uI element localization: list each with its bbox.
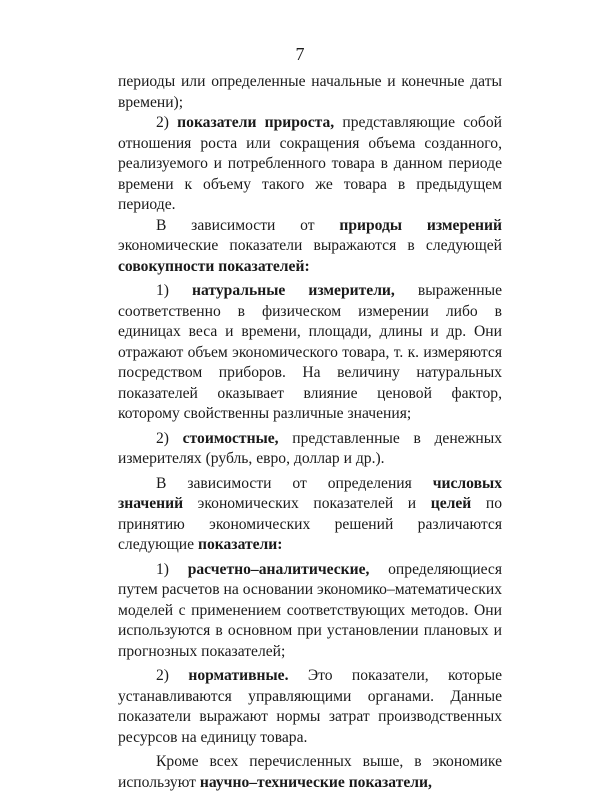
list-item-cost-indicators: 2) стоимостные, представленные в денежных измерителях (рубль, евро, доллар и др.). bbox=[118, 429, 502, 467]
paragraph-continuation: периоды или определенные начальные и конечные даты времени); bbox=[118, 73, 502, 111]
term-growth-indicators: показатели прироста, bbox=[177, 114, 335, 131]
term-numeric-values: числовых значений bbox=[118, 474, 502, 512]
term-goals: целей bbox=[430, 495, 472, 512]
term-cost-indicators: стоимостные, bbox=[182, 429, 279, 447]
term-normative: нормативные. bbox=[188, 667, 289, 684]
term-analytical: расчетно–аналитические, bbox=[187, 560, 370, 578]
list-item-growth-indicators: 2) показатели прироста, представляющие собой отношения роста или сокращения объема созданного, реализуемого и потребленного товара в данном периоде времени к объему такого же товара в предыдущем периоде. bbox=[118, 114, 502, 213]
term-natural-measures: натуральные измерители, bbox=[192, 282, 395, 299]
paragraph-scientific-technical: Кроме всех перечисленных выше, в экономике используют научно–технические показатели, bbox=[118, 753, 502, 791]
list-item-normative: 2) нормативные. Это показатели, которые устанавливаются управляющими органами. Данные показатели выражают нормы затрат производственных ресурсов на единицу товара. bbox=[118, 667, 503, 746]
body-text bbox=[118, 72, 502, 793]
paragraph-numeric-values: В зависимости от определения числовых значений экономических показателей и целей по принятию экономических решений различаются следующие показатели: bbox=[118, 474, 502, 553]
list-item-analytical: 1) расчетно–аналитические, определяющиеся путем расчетов на основании экономико–математических моделей с применением соответствующих методов. Они используются в основном при установлении плановых и прогнозных показателей; bbox=[118, 560, 502, 660]
term-indicator-set: совокупности показателей: bbox=[118, 257, 310, 275]
list-item-natural-measures: 1) натуральные измерители, выраженные соответственно в физическом измерении либо в единицах веса и времени, площади, длины и др. Они отражают объем экономического товара, т. к. измеряются посредством приборов. На величину натуральных показателей оказывает влияние ценовой фактор, которому свойственны различные значения; bbox=[118, 282, 502, 422]
term-measurement-nature: природы измерений bbox=[339, 216, 502, 234]
page-number: 7 bbox=[295, 44, 305, 64]
term-scientific-technical: научно–технические показатели, bbox=[199, 773, 432, 791]
term-indicators: показатели: bbox=[197, 536, 283, 553]
paragraph-measurement-nature: В зависимости от природы измерений экономические показатели выражаются в следующей совокупности показателей: bbox=[118, 216, 502, 275]
